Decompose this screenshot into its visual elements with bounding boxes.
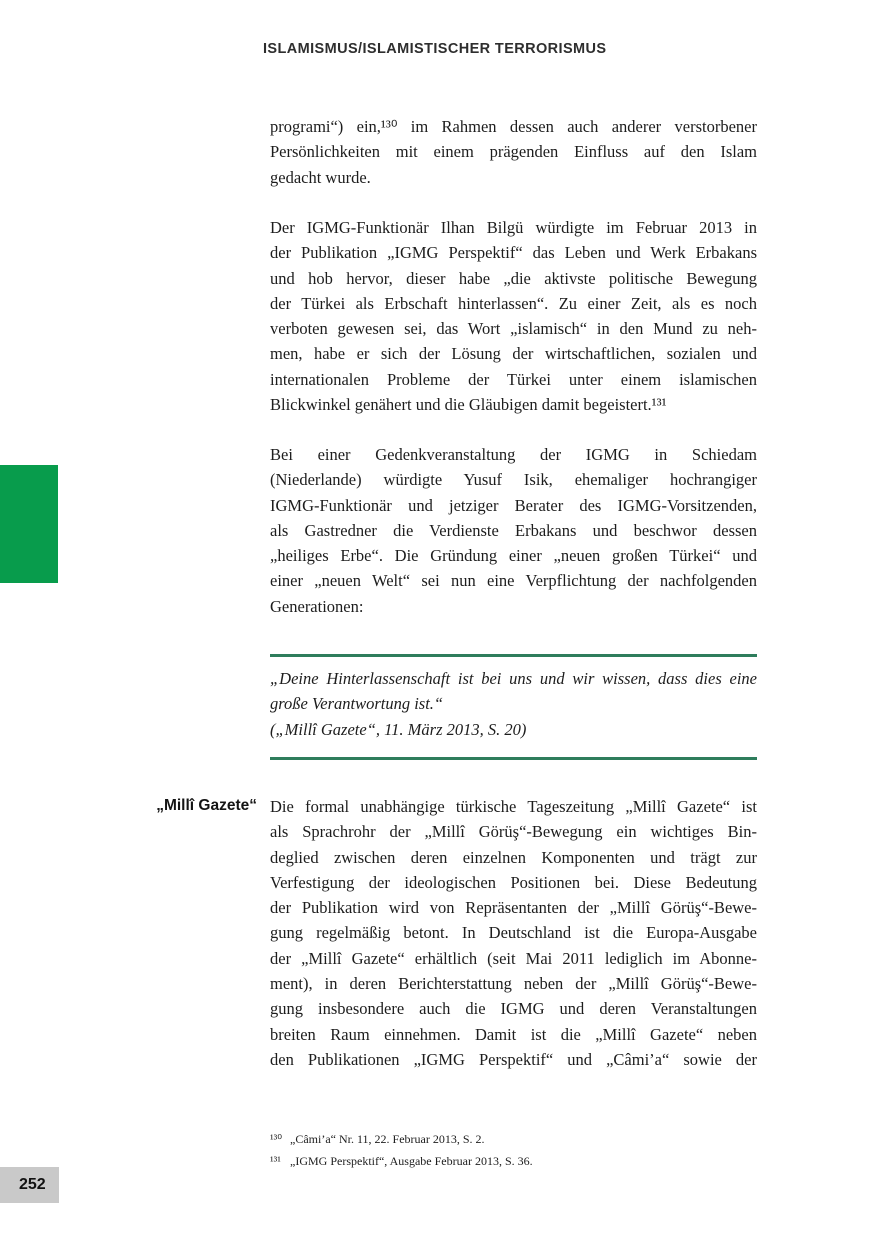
text-line: verboten gewesen sei, das Wort „islamisch“ in den Mund zu neh-	[270, 319, 757, 339]
text-line: als Sprachrohr der „Millî Görüş“-Bewegung ein wichtiges Bin-	[270, 822, 757, 842]
running-header: ISLAMISMUS/ISLAMISTISCHER TERRORISMUS	[263, 41, 607, 57]
chapter-accent-bar	[0, 465, 58, 583]
text-line: internationalen Probleme der Türkei unter einem islamischen	[270, 369, 757, 389]
text-line: Verfestigung der ideologischen Positionen bei. Diese Bedeutung	[270, 872, 757, 892]
text-line: Persönlichkeiten mit einem prägenden Einfluss auf den Islam	[270, 142, 757, 162]
text-line: gung regelmäßig betont. In Deutschland ist die Europa-Ausgabe	[270, 923, 757, 943]
text-line: gedacht wurde.	[270, 167, 371, 187]
paragraph-milli-gazete	[270, 794, 757, 1072]
page-number: 252	[19, 1176, 46, 1193]
text-line: breiten Raum einnehmen. Damit ist die „Millî Gazete“ neben	[270, 1024, 757, 1044]
text-line: Die formal unabhängige türkische Tageszeitung „Millî Gazete“ ist	[270, 797, 757, 816]
text-line: ment), in deren Berichterstattung neben der „Millî Görüş“-Bewe-	[270, 974, 757, 994]
text-line: und hob hervor, dieser habe „die aktivste politische Bewegung	[270, 268, 757, 288]
text-line: Blickwinkel genähert und die Gläubigen damit begeistert.¹³¹	[270, 395, 667, 415]
text-line: gung insbesondere auch die IGMG und deren Veranstaltungen	[270, 999, 757, 1019]
paragraph-memorial-event	[270, 442, 757, 619]
text-line: deglied zwischen deren einzelnen Komponenten und trägt zur	[270, 847, 757, 867]
page-number-box	[0, 1167, 59, 1203]
quote-rule-bottom	[270, 757, 757, 760]
text-line: der Publikation wird von Repräsentanten der „Millî Görüş“-Bewe-	[270, 898, 757, 918]
footnote-text: „Câmi’a“ Nr. 11, 22. Februar 2013, S. 2.	[290, 1132, 485, 1146]
margin-label-milli-gazete: „Millî Gazete“	[156, 797, 257, 814]
text-line: Der IGMG-Funktionär Ilhan Bilgü würdigte im Februar 2013 in	[270, 218, 757, 237]
footnote-130	[270, 1128, 757, 1150]
text-line: den Publikationen „IGMG Perspektif“ und „Câmi’a“ sowie der	[270, 1049, 757, 1069]
text-line: („Millî Gazete“, 11. März 2013, S. 20)	[270, 719, 527, 739]
text-line: Bei einer Gedenkveranstaltung der IGMG in Schiedam	[270, 445, 757, 464]
text-line: „heiliges Erbe“. Die Gründung einer „neuen großen Türkei“ und	[270, 546, 757, 566]
text-line: men, habe er sich der Lösung der wirtschaftlichen, sozialen und	[270, 344, 757, 364]
text-line: IGMG-Funktionär und jetziger Berater des IGMG-Vorsitzenden,	[270, 495, 757, 515]
footnote-marker: ¹³⁰	[270, 1132, 283, 1146]
footnote-text: „IGMG Perspektif“, Ausgabe Februar 2013, S. 36.	[290, 1154, 533, 1168]
text-line: programi“) ein,¹³⁰ im Rahmen dessen auch anderer verstorbener	[270, 117, 757, 136]
text-line: der Türkei als Erbschaft hinterlassen“. Zu einer Zeit, als es noch	[270, 293, 757, 313]
text-line: einer „neuen Welt“ sei nun eine Verpflichtung der nachfolgenden	[270, 571, 757, 591]
text-line: Generationen:	[270, 596, 364, 616]
text-line: große Verantwortung ist.“	[270, 694, 444, 714]
quote-rule-top	[270, 654, 757, 657]
text-line: (Niederlande) würdigte Yusuf Isik, ehemaliger hochrangiger	[270, 470, 757, 490]
text-line: „Deine Hinterlassenschaft ist bei uns und wir wissen, dass dies eine	[270, 669, 757, 688]
text-line: der Publikation „IGMG Perspektif“ das Leben und Werk Erbakans	[270, 243, 757, 263]
footnotes	[270, 1128, 757, 1172]
block-quote	[270, 666, 757, 742]
paragraph-continuation	[270, 114, 757, 190]
footnote-marker: ¹³¹	[270, 1154, 281, 1168]
paragraph-bilgue-tribute	[270, 215, 757, 417]
text-line: als Gastredner die Verdienste Erbakans und beschwor dessen	[270, 520, 757, 540]
text-line: der „Millî Gazete“ erhältlich (seit Mai 2011 lediglich im Abonne-	[270, 948, 757, 968]
footnote-131	[270, 1150, 757, 1172]
